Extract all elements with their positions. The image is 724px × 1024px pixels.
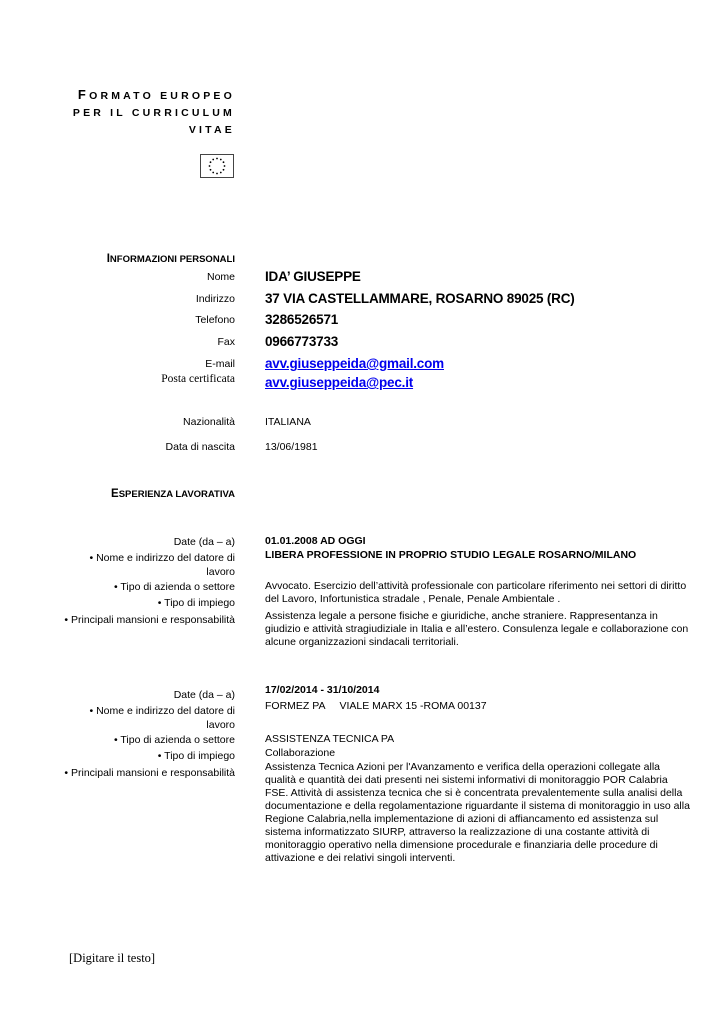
entry-2-dates: 17/02/2014 - 31/10/2014 bbox=[265, 684, 380, 696]
label-job-type: • Tipo di impiego bbox=[157, 597, 235, 609]
label-nationality: Nazionalità bbox=[183, 416, 235, 428]
label-employer-cont: lavoro bbox=[206, 565, 235, 578]
value-fax: 0966773733 bbox=[265, 334, 339, 349]
email-link[interactable]: avv.giuseppeida@gmail.com bbox=[265, 356, 444, 371]
section-personal-info: INFORMAZIONI PERSONALI bbox=[106, 253, 235, 265]
label-duties: • Principali mansioni e responsabilità bbox=[64, 766, 235, 779]
entry-2-company-type: ASSISTENZA TECNICA PA bbox=[265, 733, 395, 745]
label-dates: Date (da – a) bbox=[173, 536, 235, 548]
value-name: IDA’ GIUSEPPE bbox=[265, 269, 361, 284]
label-birthdate: Data di nascita bbox=[165, 441, 235, 453]
label-fax: Fax bbox=[217, 336, 235, 348]
label-phone: Telefono bbox=[195, 314, 235, 326]
label-pec: Posta certificata bbox=[161, 373, 235, 385]
footer-placeholder-text: [Digitare il testo] bbox=[69, 951, 156, 965]
value-birthdate: 13/06/1981 bbox=[265, 441, 318, 453]
label-employer-cont: lavoro bbox=[206, 718, 235, 731]
cv-format-title: FORMATO EUROPEO PER IL CURRICULUM VITAE bbox=[72, 87, 235, 136]
entry-2-job-type: Collaborazione bbox=[265, 747, 336, 759]
entry-1-labels bbox=[64, 534, 235, 628]
entry-2-employer: FORMEZ PA VIALE MARX 15 -ROMA 00137 bbox=[265, 700, 487, 712]
label-job-type: • Tipo di impiego bbox=[157, 750, 235, 762]
entry-1-description: Avvocato. Esercizio dell’attività professionale con particolare riferimento nei settori di diritto del Lavoro, Infortunistica stradale , Penale, Penale Ambientale . bbox=[265, 580, 687, 605]
label-name: Nome bbox=[206, 271, 235, 283]
section-work-experience: ESPERIENZA LAVORATIVA bbox=[111, 488, 235, 500]
label-company-type: • Tipo di azienda o settore bbox=[113, 733, 235, 746]
label-employer: • Nome e indirizzo del datore di bbox=[89, 551, 235, 564]
label-employer: • Nome e indirizzo del datore di bbox=[89, 704, 235, 717]
entry-2-labels bbox=[64, 687, 235, 781]
entry-1-dates: 01.01.2008 AD OGGI bbox=[265, 535, 366, 547]
label-email: E-mail bbox=[205, 358, 235, 370]
eu-flag-icon bbox=[200, 154, 234, 178]
label-address: Indirizzo bbox=[195, 293, 235, 305]
label-dates: Date (da – a) bbox=[173, 689, 235, 701]
label-duties: • Principali mansioni e responsabilità bbox=[64, 613, 235, 626]
entry-1-description-2: Assistenza legale a persone fisiche e giuridiche, anche straniere. Rappresentanza in giudizio e attività stragiudiziale in Italia e all’estero. Consulenza legale e collaborazione con alcune organizzazioni sindacali territoriali. bbox=[265, 610, 689, 648]
value-phone: 3286526571 bbox=[265, 312, 339, 327]
value-nationality: ITALIANA bbox=[265, 416, 311, 428]
value-address: 37 VIA CASTELLAMMARE, ROSARNO 89025 (RC) bbox=[265, 291, 575, 306]
pec-link[interactable]: avv.giuseppeida@pec.it bbox=[265, 375, 414, 390]
entry-1-employer: LIBERA PROFESSIONE IN PROPRIO STUDIO LEGALE ROSARNO/MILANO bbox=[265, 549, 637, 561]
entry-2-description: Assistenza Tecnica Azioni per l'Avanzamento e verifica della operazioni collegate alla qualità e quantità dei dati presenti nei sistemi informativi di monitoraggio POR Calabria FSE. Attività di assistenza tecnica che si è concentrata prevalentemente sulla analisi della documentazione e della regolamentazione riguardante il sistema di monitoraggio in uso alla Regione Calabria,nella implementazione di azioni di affiancamento ed assistenza sul sistema informatizzato SIURP, attraverso la realizzazione di una costante attività di monitoraggio operativo nella dimensione procedurale e finanziaria delle procedure di attivazione e dei relativi singoli interventi. bbox=[265, 761, 690, 864]
label-company-type: • Tipo di azienda o settore bbox=[113, 580, 235, 593]
